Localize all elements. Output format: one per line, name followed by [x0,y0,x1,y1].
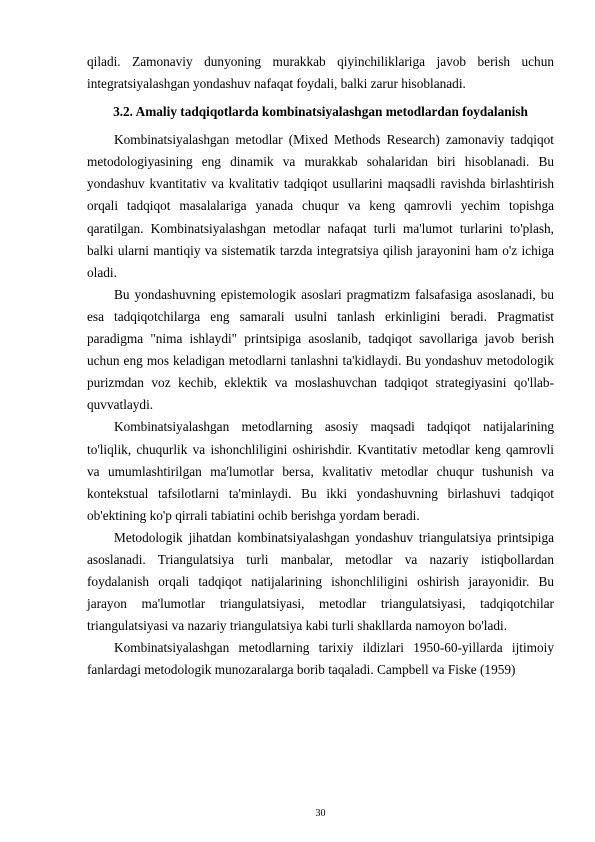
section-heading: 3.2. Amaliy tadqiqotlarda kombinatsiyalashgan metodlardan foydalanish [113,104,528,120]
paragraph: Metodologik jihatdan kombinatsiyalashgan yondashuv triangulatsiya printsipiga asoslanadi. Triangulatsiya turli manbalar, metodlar va nazariy istiqbollardan foydalanish orqali tadqiqot natijalarining ishonchliligini oshirish jarayonidir. Bu jarayon ma'lumotlar triangulatsiyasi, metodlar triangulatsiyasi, tadqiqotchilar triangulatsiyasi va nazariy triangulatsiya kabi turli shakllarda namoyon bo'ladi. [87,529,554,634]
paragraph: Kombinatsiyalashgan metodlarning tarixiy ildizlari 1950-60-yillarda ijtimoiy fanlardagi metodologik munozaralarga borib taqaladi. Campbell va Fiske (1959) [87,640,554,678]
paragraph: Bu yondashuvning epistemologik asoslari pragmatizm falsafasiga asoslanadi, bu esa tadqiqotchilarga eng samarali usulni tanlash erkinligini beradi. Pragmatist paradigma "nima ishlaydi" printsipiga asoslanib, tadqiqot savollariga javob berish uchun eng mos keladigan metodlarni tanlashni ta'kidlaydi. Bu yondashuv metodologik purizmdan voz kechib, eklektik va moslashuvchan tadqiqot strategiyasini qo'llab-quvvatlaydi. [87,286,554,413]
paragraph: Kombinatsiyalashgan metodlar (Mixed Methods Research) zamonaviy tadqiqot metodologiyasining eng dinamik va murakkab sohalaridan biri hisoblanadi. Bu yondashuv kvantitativ va kvalitativ tadqiqot usullarini maqsadli ravishda birlashtirish orqali tadqiqot masalalariga yanada chuqur va keng qamrovli yechim topishga qaratilgan. Kombinatsiyalashgan metodlar nafaqat turli ma'lumot turlarini to'plash, balki ularni mantiqiy va sistematik tarzda integratsiya qilish jarayonini ham o'z ichiga oladi. [87,132,554,280]
page-body [87,51,554,682]
paragraph: Kombinatsiyalashgan metodlarning asosiy maqsadi tadqiqot natijalarining to'liqlik, chuqurlik va ishonchliligini oshirishdir. Kvantitativ metodlar keng qamrovli va umumlashtirilgan ma'lumotlar bersa, kvalitativ metodlar chuqur tushunish va kontekstual tafsilotlarni ta'minlaydi. Bu ikki yondashuvning birlashuvi tadqiqot ob'ektining ko'p qirrali tabiatini ochib berishga yordam beradi. [87,419,554,523]
page-number: 30 [315,808,326,819]
paragraph-continuation: qiladi. Zamonaviy dunyoning murakkab qiyinchiliklariga javob berish uchun integratsiyalashgan yondashuv nafaqat foydali, balki zarur hisoblanadi. [87,54,554,92]
